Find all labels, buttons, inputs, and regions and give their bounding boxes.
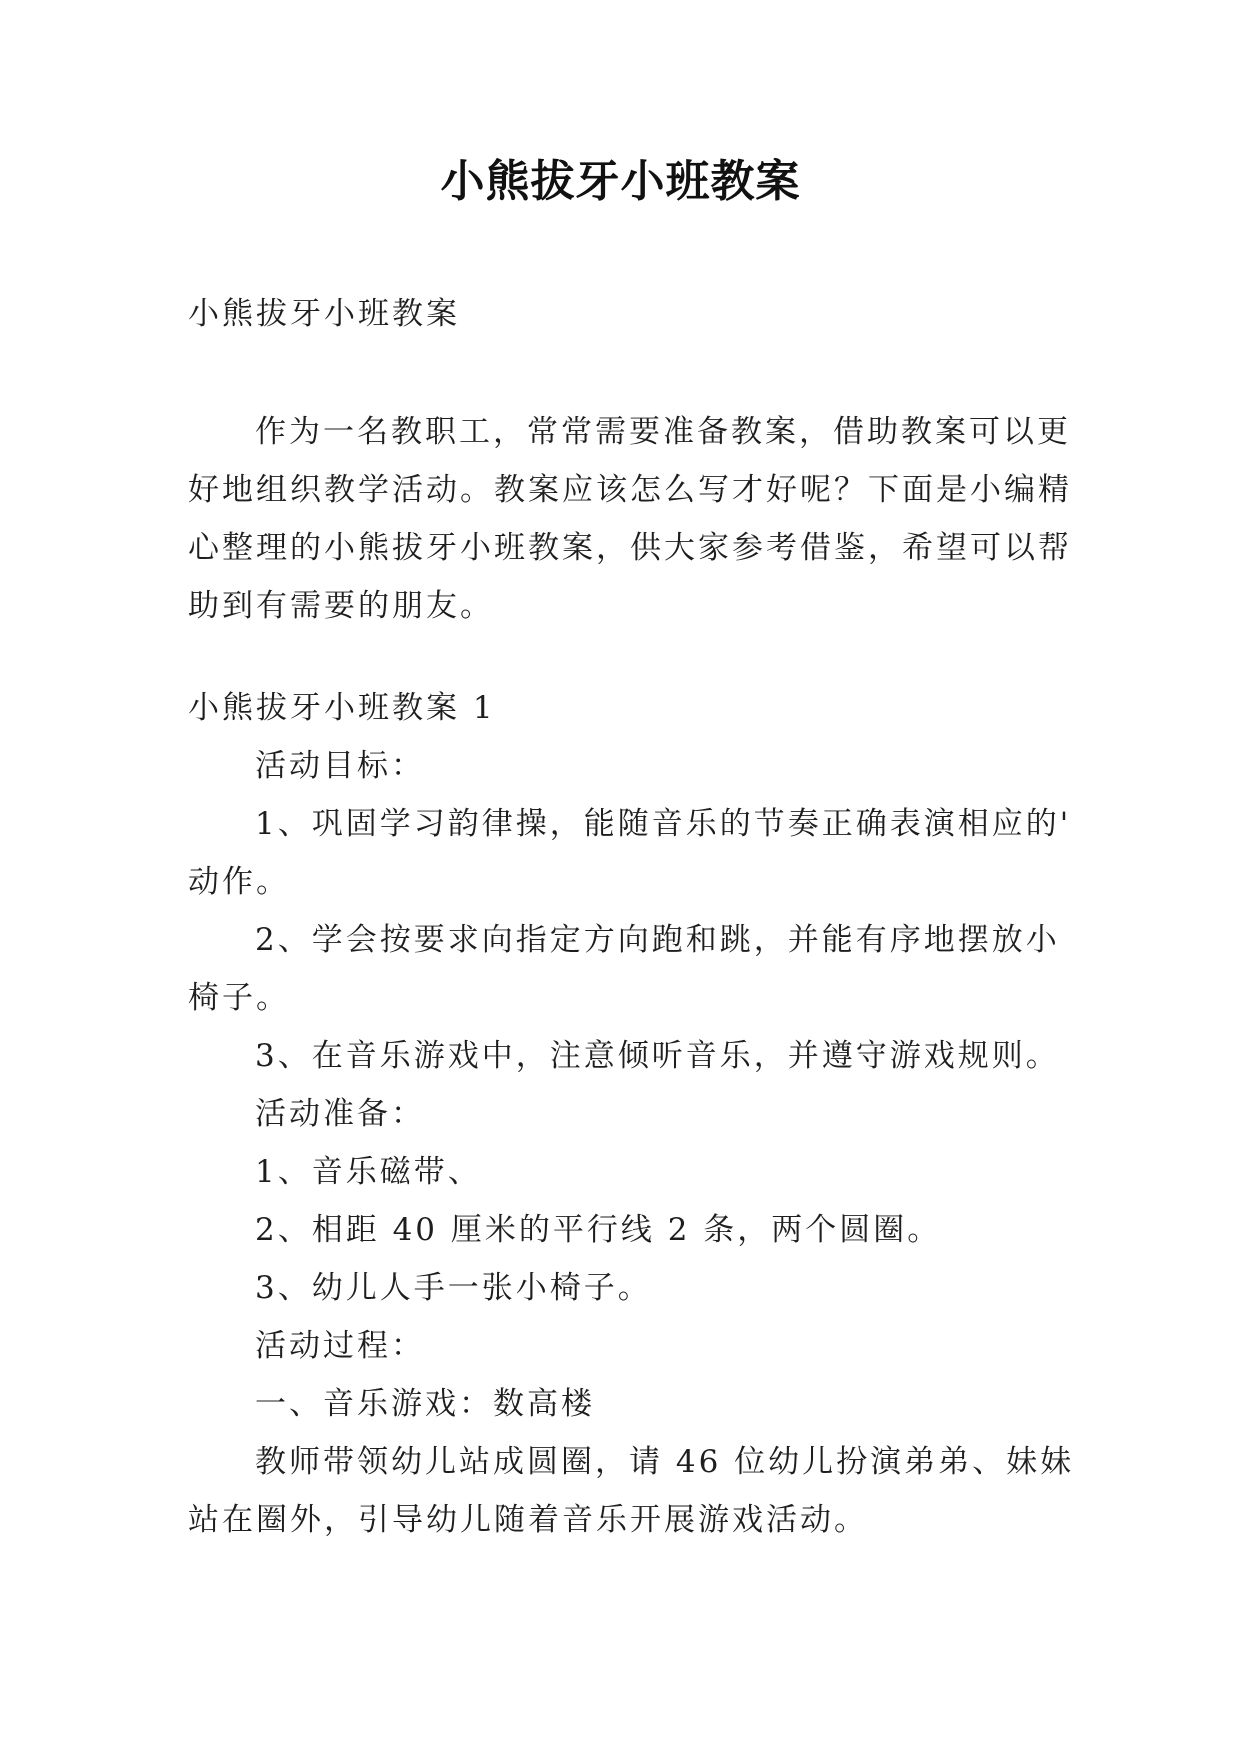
intro-line: 作为一名教职工，常常需要准备教案，借助教案可以更 <box>255 414 1071 450</box>
process-paragraph-line: 站在圈外，引导幼儿随着音乐开展游戏活动。 <box>188 1502 868 1538</box>
document-title: 小熊拔牙小班教案 <box>440 156 801 207</box>
prep-item-2: 2、相距 40 厘米的平行线 2 条，两个圆圈。 <box>255 1212 942 1248</box>
prep-heading: 活动准备： <box>255 1096 425 1132</box>
document-body <box>188 285 1075 1549</box>
goal-item-2-line: 2、学会按要求向指定方向跑和跳，并能有序地摆放小 <box>255 922 1060 958</box>
spacer <box>188 635 1054 679</box>
intro-line: 助到有需要的朋友。 <box>188 588 494 624</box>
spacer <box>188 343 1054 403</box>
goal-item-2-line: 椅子。 <box>188 980 290 1016</box>
intro-paragraph <box>188 403 1072 635</box>
process-paragraph-line: 教师带领幼儿站成圆圈，请 46 位幼儿扮演弟弟、妹妹 <box>255 1444 1075 1480</box>
process-heading: 活动过程： <box>255 1328 425 1364</box>
section-heading: 小熊拔牙小班教案 1 <box>188 690 496 726</box>
process-step-1: 一、音乐游戏：数高楼 <box>255 1386 595 1422</box>
prep-item-1: 1、音乐磁带、 <box>255 1154 482 1190</box>
goal-item-1-line: 动作。 <box>188 864 290 900</box>
prep-item-3: 3、幼儿人手一张小椅子。 <box>255 1270 652 1306</box>
document-subtitle: 小熊拔牙小班教案 <box>188 296 460 332</box>
goal-item-1-line: 1、巩固学习韵律操，能随音乐的节奏正确表演相应的' <box>255 806 1072 842</box>
goal-item-3: 3、在音乐游戏中，注意倾听音乐，并遵守游戏规则。 <box>255 1038 1060 1074</box>
intro-line: 好地组织教学活动。教案应该怎么写才好呢？下面是小编精 <box>188 472 1072 508</box>
goal-heading: 活动目标： <box>255 748 425 784</box>
intro-line: 心整理的小熊拔牙小班教案，供大家参考借鉴，希望可以帮 <box>188 530 1072 566</box>
